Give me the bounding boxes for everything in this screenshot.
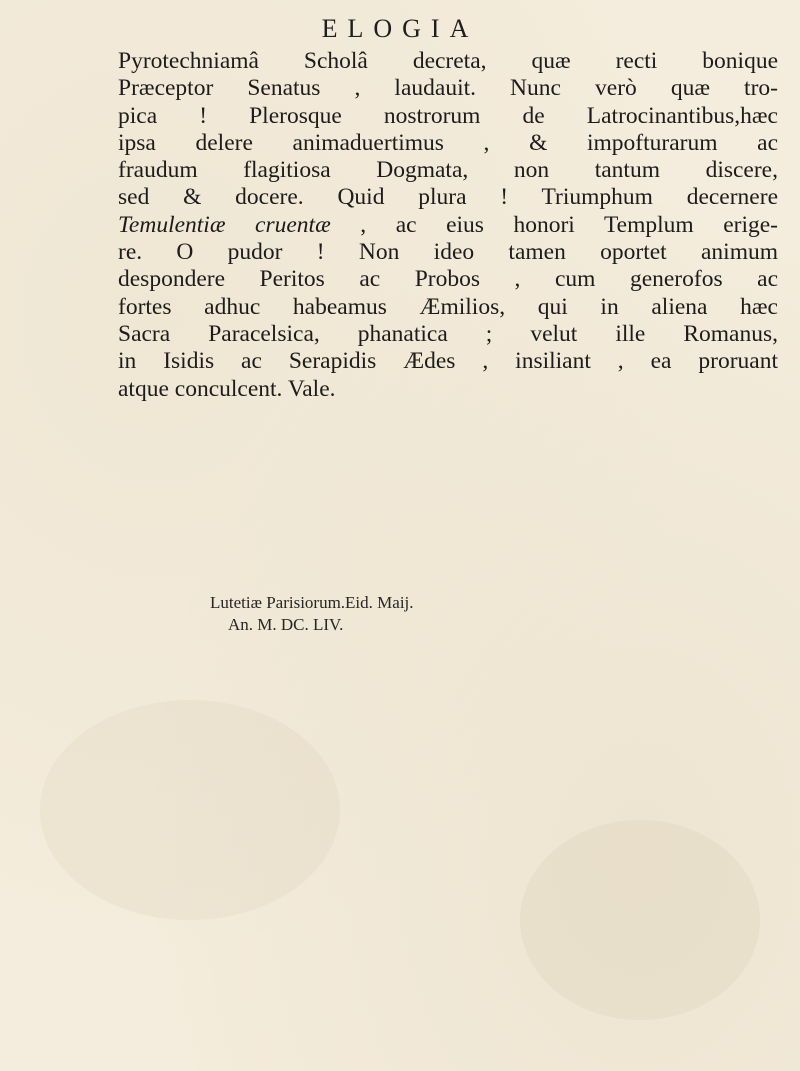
italic-phrase: Temulentiæ cruentæ — [118, 211, 331, 238]
text-line: re. O pudor ! Non ideo tamen oportet animum — [118, 239, 778, 266]
text-line: ipsa delere animaduertimus , & impofturarum ac — [118, 129, 778, 156]
paper-stain — [520, 820, 760, 1020]
text-line: sed & docere. Quid plura ! Triumphum decernere — [118, 184, 778, 211]
text-line: pica ! Plerosque nostrorum de Latrocinantibus,hæc — [118, 102, 778, 129]
text-line: atque conculcent. Vale. — [118, 375, 336, 402]
body-text — [118, 48, 778, 403]
text-line: in Isidis ac Serapidis Ædes , insiliant , ea proruant — [118, 348, 778, 375]
colophon-place-date: Lutetiæ Parisiorum.Eid. Maij. — [210, 593, 414, 612]
text-fragment: , ac eius honori Templum erige- — [330, 211, 778, 238]
text-line: despondere Peritos ac Probos , cum generofos ac — [118, 266, 778, 293]
text-line: Præceptor Senatus , laudauit. Nunc verò quæ tro- — [118, 75, 778, 102]
paper-stain — [40, 700, 340, 920]
text-line: Pyrotechniamâ Scholâ decreta, quæ recti bonique — [118, 48, 778, 74]
colophon — [210, 592, 414, 636]
colophon-year: An. M. DC. LIV. — [228, 615, 344, 634]
text-line — [118, 212, 778, 239]
text-line: fraudum flagitiosa Dogmata, non tantum discere, — [118, 157, 778, 184]
text-line: Sacra Paracelsica, phanatica ; velut ille Romanus, — [118, 320, 778, 347]
page-header: ELOGIA — [321, 14, 479, 43]
text-line: fortes adhuc habeamus Æmilios, qui in aliena hæc — [118, 293, 778, 320]
